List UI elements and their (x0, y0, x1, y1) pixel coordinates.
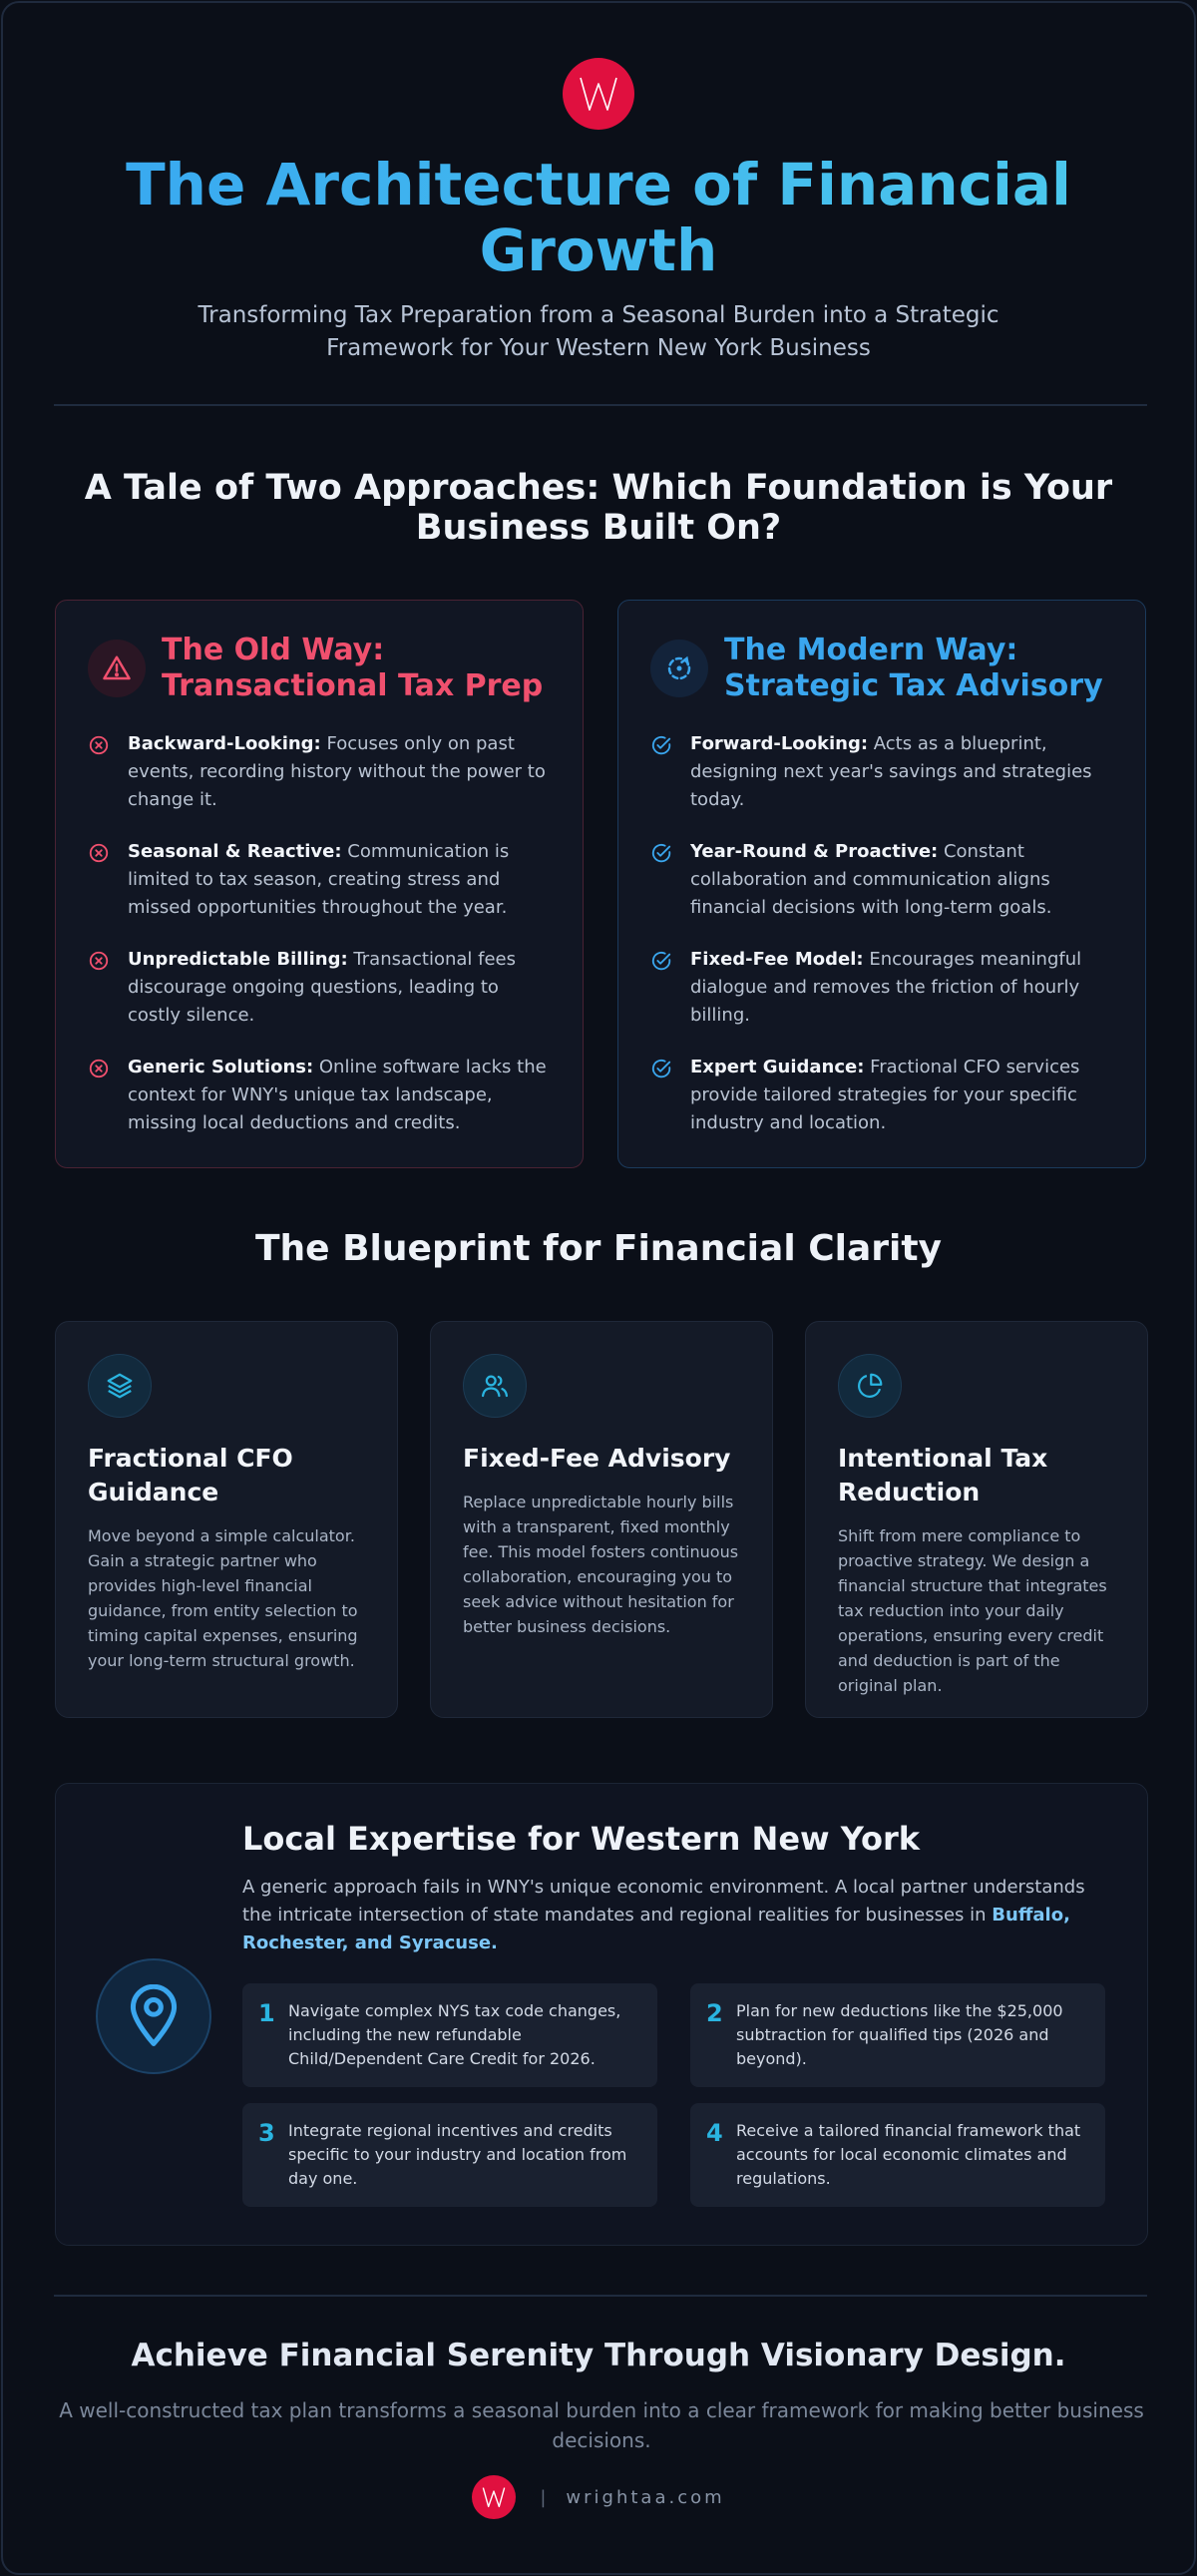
comparison-point-text (690, 730, 1115, 814)
comparison-point-body: Transactional fees discourage ongoing questions, leading to costly silence. (128, 949, 517, 1026)
step-text: Plan for new deductions like the $25,000 subtraction for qualified tips (2026 and beyond). (736, 2001, 1063, 2068)
check-circle-icon (650, 1054, 674, 1137)
comparison-point-body: Encourages meaningful dialogue and removes the friction of hourly billing. (690, 949, 1082, 1026)
footer-separator: | (540, 2486, 547, 2508)
step-text: Navigate complex NYS tax code changes, including the new refundable Child/Dependent Care Credit for 2026. (288, 2001, 621, 2068)
local-cities: Buffalo, Rochester, and Syracuse. (242, 1905, 1070, 1953)
comparison-point-body: Online software lacks the context for WNY's unique tax landscape, missing local deductions and credits. (128, 1057, 547, 1133)
x-circle-icon (88, 1054, 112, 1137)
comparison-point-body: Focuses only on past events, recording history without the power to change it. (128, 733, 546, 810)
comparison-point (88, 946, 553, 1030)
w-monogram-logo (563, 58, 634, 130)
step-number: 2 (706, 1999, 723, 2027)
comparison-point-label: Expert Guidance: (690, 1057, 865, 1077)
check-circle-icon (650, 730, 674, 814)
blueprint-card-text: Shift from mere compliance to proactive strategy. We design a financial structure that integrates tax reduction into your daily operations, ensuring every credit and deduction is part of the original plan. (838, 1526, 1107, 1695)
step-text: Integrate regional incentives and credits specific to your industry and location from day one. (288, 2121, 627, 2188)
comparison-point-body: Constant collaboration and communication aligns financial decisions with long-term goals. (690, 841, 1052, 918)
w-monogram-logo (472, 2475, 516, 2519)
comparison-point-text (128, 730, 553, 814)
comparison-point (650, 838, 1115, 922)
footer-title: Achieve Financial Serenity Through Visionary Design. (131, 2338, 1066, 2373)
modern-way-card (617, 600, 1146, 1168)
comparison-point-body: Communication is limited to tax season, creating stress and missed opportunities throughout the year. (128, 841, 510, 918)
local-description (242, 1874, 1100, 1957)
layers-icon (88, 1354, 152, 1418)
comparison-heading: A Tale of Two Approaches: Which Foundation is Your Business Built On? (84, 468, 1113, 548)
old-way-points (88, 730, 553, 1137)
modern-way-title: The Modern Way: Strategic Tax Advisory (724, 633, 1103, 703)
blueprint-card-title: Fixed-Fee Advisory (463, 1444, 731, 1473)
map-pin-icon (96, 1958, 211, 2074)
x-circle-icon (88, 730, 112, 814)
x-circle-icon (88, 838, 112, 922)
comparison-point-label: Backward-Looking: (128, 733, 321, 754)
check-circle-icon (650, 838, 674, 922)
page-subtitle: Transforming Tax Preparation from a Seasonal Burden into a Strategic Framework for Your Western New York Business (198, 302, 999, 361)
comparison-point-text (690, 838, 1115, 922)
comparison-point-text (128, 1054, 553, 1137)
comparison-point-label: Fixed-Fee Model: (690, 949, 864, 970)
comparison-point-body: Fractional CFO services provide tailored strategies for your specific industry and location. (690, 1057, 1080, 1133)
website-link[interactable]: wrightaa.com (566, 2486, 725, 2508)
comparison-point-label: Forward-Looking: (690, 733, 869, 754)
comparison-point-text (128, 838, 553, 922)
comparison-point-label: Seasonal & Reactive: (128, 841, 342, 862)
footer-text: A well-constructed tax plan transforms a seasonal burden into a clear framework for making better business decisions. (59, 2398, 1144, 2452)
step-text: Receive a tailored financial framework that accounts for local economic climates and regulations. (736, 2121, 1081, 2188)
infographic-frame (1, 1, 1196, 2575)
blueprint-card-title: Intentional Tax Reduction (838, 1444, 1048, 1506)
comparison-point (650, 1054, 1115, 1137)
local-title: Local Expertise for Western New York (242, 1820, 920, 1858)
comparison-point-text (690, 946, 1115, 1030)
blueprint-card-text: Move beyond a simple calculator. Gain a strategic partner who provides high-level financial guidance, from entity selection to timing capital expenses, ensuring your long-term structural growth. (88, 1526, 358, 1670)
old-way-title: The Old Way: Transactional Tax Prep (162, 633, 544, 703)
divider (54, 2295, 1147, 2297)
local-expertise-panel (55, 1783, 1148, 2246)
comparison-point (88, 1054, 553, 1137)
x-circle-icon (88, 946, 112, 1030)
blueprint-heading: The Blueprint for Financial Clarity (254, 1228, 943, 1269)
check-circle-icon (650, 946, 674, 1030)
local-step (242, 1983, 657, 2087)
step-number: 4 (706, 2119, 723, 2147)
footer-brand (3, 2475, 1194, 2519)
comparison-point (88, 838, 553, 922)
header (3, 58, 1194, 365)
local-step (242, 2103, 657, 2207)
local-step (690, 2103, 1105, 2207)
blueprint-card-fixed-fee (430, 1321, 773, 1718)
comparison-point-label: Generic Solutions: (128, 1057, 314, 1077)
blueprint-card-title: Fractional CFO Guidance (88, 1444, 293, 1506)
users-icon (463, 1354, 527, 1418)
comparison-point-text (690, 1054, 1115, 1137)
modern-way-points (650, 730, 1115, 1137)
old-way-card (55, 600, 584, 1168)
dashed-refresh-icon (650, 640, 708, 697)
comparison-point (88, 730, 553, 814)
warning-triangle-icon (88, 640, 146, 697)
pie-chart-icon (838, 1354, 902, 1418)
page-title: The Architecture of Financial Growth (80, 152, 1117, 283)
blueprint-card-text: Replace unpredictable hourly bills with a transparent, fixed monthly fee. This model fosters continuous collaboration, encouraging you to seek advice without hesitation for better business decisions. (463, 1493, 739, 1636)
divider (54, 404, 1147, 406)
comparison-point-label: Unpredictable Billing: (128, 949, 348, 970)
blueprint-card-cfo (55, 1321, 398, 1718)
local-step (690, 1983, 1105, 2087)
comparison-point-text (128, 946, 553, 1030)
local-description-text: A generic approach fails in WNY's unique economic environment. A local partner understands the intricate intersection of state mandates and regional realities for businesses in (242, 1877, 1085, 1926)
blueprint-card-tax-reduction (805, 1321, 1148, 1718)
comparison-point (650, 946, 1115, 1030)
step-number: 1 (258, 1999, 275, 2027)
comparison-point (650, 730, 1115, 814)
step-number: 3 (258, 2119, 275, 2147)
comparison-point-body: Acts as a blueprint, designing next year's savings and strategies today. (690, 733, 1092, 810)
comparison-point-label: Year-Round & Proactive: (690, 841, 939, 862)
